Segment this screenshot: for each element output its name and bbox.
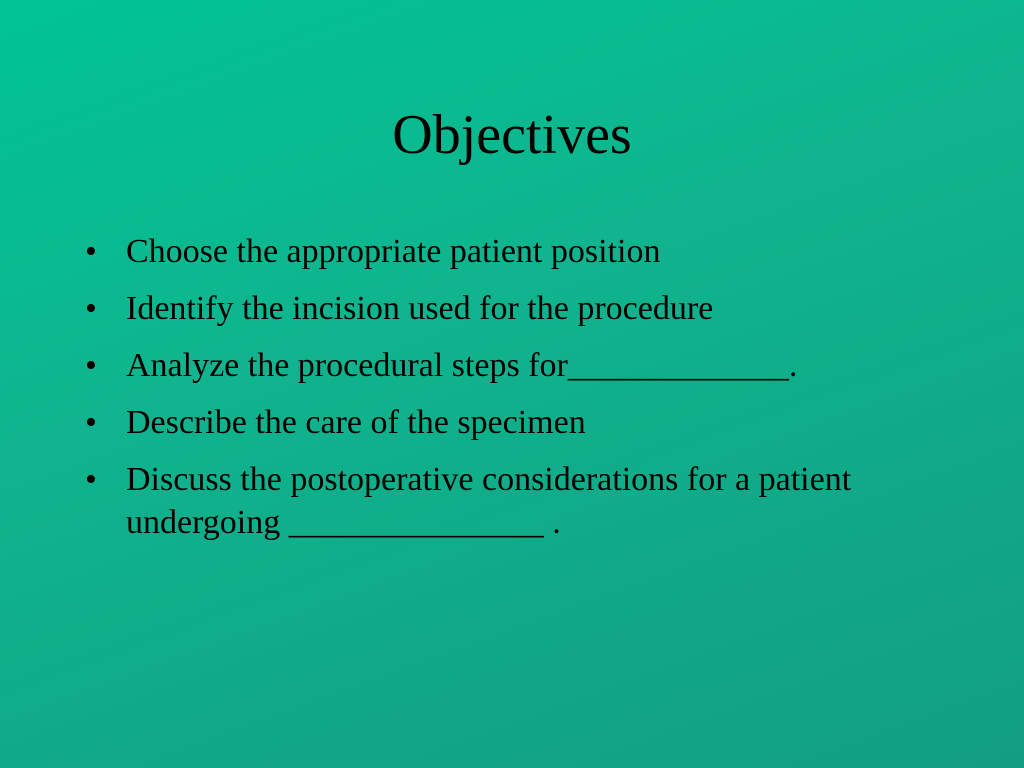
bullet-icon: • [85, 233, 97, 270]
bullet-item [85, 230, 945, 273]
bullet-text: Choose the appropriate patient position [126, 233, 661, 270]
bullet-text: Analyze the procedural steps for_____________. [126, 347, 798, 384]
bullet-icon: • [85, 290, 97, 327]
bullet-item [85, 344, 945, 387]
bullet-item [85, 287, 945, 330]
bullet-text: Discuss the postoperative considerations for a patient undergoing _______________ . [126, 461, 852, 541]
bullet-item [85, 401, 945, 444]
bullet-icon: • [85, 347, 97, 384]
bullet-text: Describe the care of the specimen [126, 404, 586, 441]
bullet-icon: • [85, 404, 97, 441]
slide-title: Objectives [392, 104, 632, 166]
bullet-item [85, 458, 945, 544]
bullet-text: Identify the incision used for the procedure [126, 290, 714, 327]
bullet-icon: • [85, 461, 97, 498]
bullet-list [85, 230, 945, 558]
